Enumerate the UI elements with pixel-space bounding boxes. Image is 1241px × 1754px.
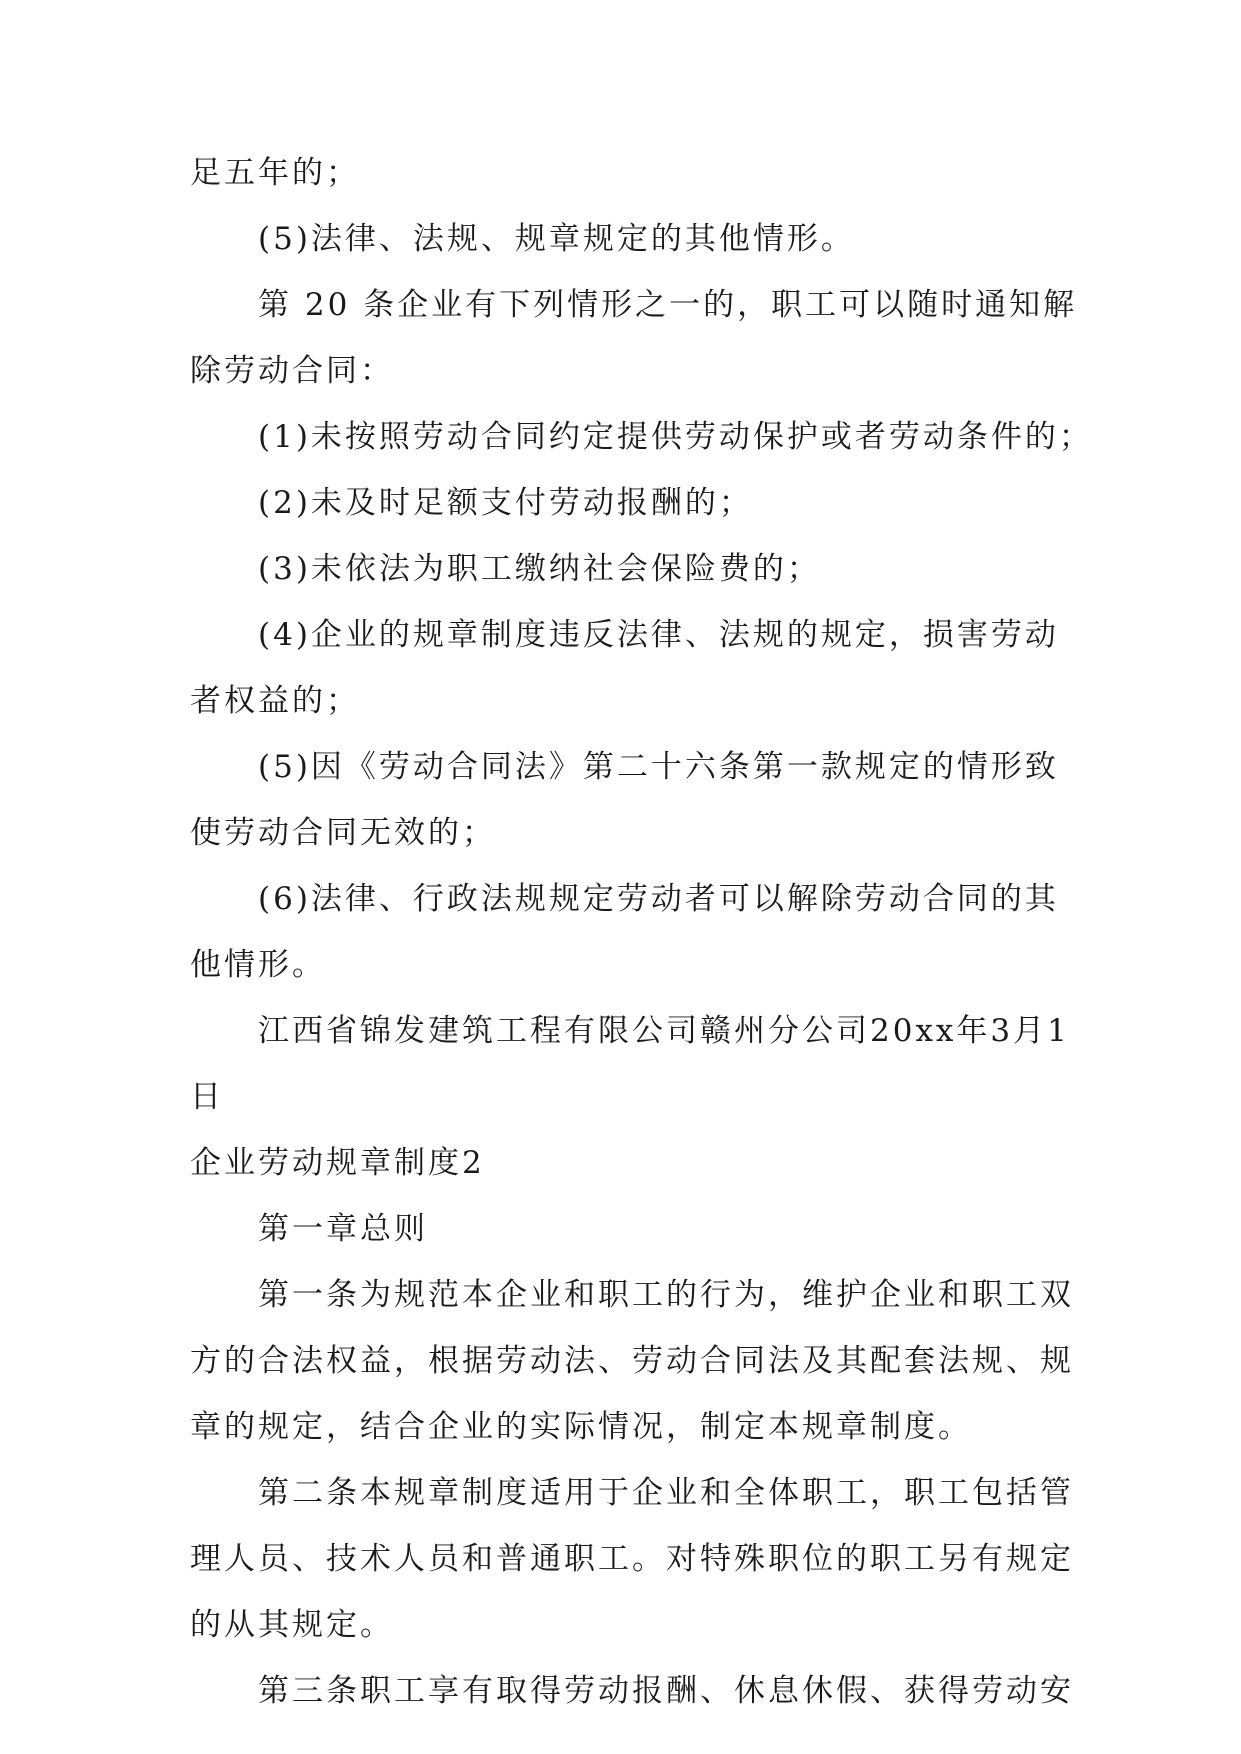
list-item: (5)法律、法规、规章规定的其他情形。 (258, 221, 855, 257)
list-item: (4)企业的规章制度违反法律、法规的规定，损害劳动 (258, 617, 1059, 653)
text-line: 足五年的； (190, 155, 360, 191)
list-item: (6)法律、行政法规规定劳动者可以解除劳动合同的其 (258, 881, 1059, 917)
text-line: 理人员、技术人员和普通职工。对特殊职位的职工另有规定 (190, 1541, 1074, 1577)
list-item: (2)未及时足额支付劳动报酬的； (258, 485, 753, 521)
text-line: 者权益的； (190, 683, 360, 719)
article-paragraph: 第一条为规范本企业和职工的行为，维护企业和职工双 (258, 1277, 1074, 1313)
signature-date-line: 日 (190, 1079, 224, 1115)
article-paragraph: 第三条职工享有取得劳动报酬、休息休假、获得劳动安 (258, 1673, 1074, 1709)
article-paragraph: 第二条本规章制度适用于企业和全体职工，职工包括管 (258, 1475, 1074, 1511)
text-line: 他情形。 (190, 947, 326, 983)
list-item: (3)未依法为职工缴纳社会保险费的； (258, 551, 821, 587)
chapter-heading: 第一章总则 (258, 1211, 428, 1247)
signature-line: 江西省锦发建筑工程有限公司赣州分公司20xx年3月1 (258, 1013, 1070, 1049)
text-line: 章的规定，结合企业的实际情况，制定本规章制度。 (190, 1409, 972, 1445)
list-item: (1)未按照劳动合同约定提供劳动保护或者劳动条件的； (258, 419, 1093, 455)
section-title: 企业劳动规章制度2 (190, 1145, 485, 1181)
text-line: 方的合法权益，根据劳动法、劳动合同法及其配套法规、规 (190, 1343, 1074, 1379)
text-line: 的从其规定。 (190, 1607, 394, 1643)
text-line: 除劳动合同： (190, 353, 394, 389)
document-page (190, 140, 1093, 1724)
text-line: 使劳动合同无效的； (190, 815, 496, 851)
list-item: (5)因《劳动合同法》第二十六条第一款规定的情形致 (258, 749, 1059, 785)
article-paragraph: 第 20 条企业有下列情形之一的，职工可以随时通知解 (258, 287, 1078, 323)
